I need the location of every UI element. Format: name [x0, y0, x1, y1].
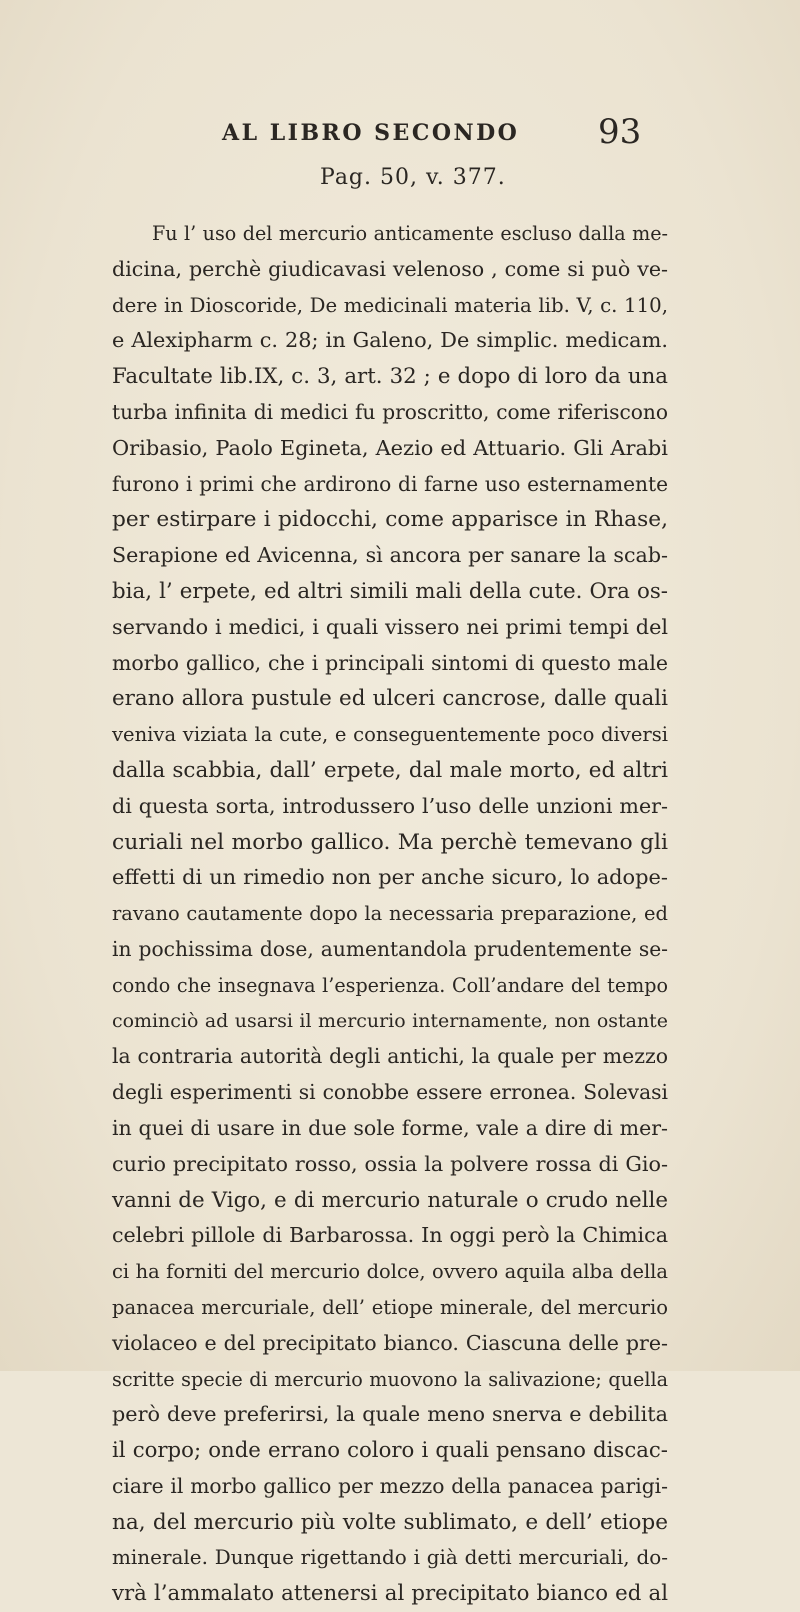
text-line: il corpo; onde errano coloro i quali pensano discac- — [112, 1438, 668, 1464]
section-reference: Pag. 50, v. 377. — [320, 165, 506, 190]
text-line: morbo gallico, che i principali sintomi di questo male — [112, 650, 668, 675]
text-line: celebri pillole di Barbarossa. In oggi però la Chimica — [112, 1223, 668, 1248]
text-line: per estirpare i pidocchi, come apparisce in Rhase, — [112, 507, 668, 533]
text-line: curio precipitato rosso, ossia la polvere rossa di Gio- — [112, 1151, 668, 1176]
text-line: erano allora pustule ed ulceri cancrose, dalle quali — [112, 686, 668, 712]
text-line: la contraria autorità degli antichi, la quale per mezzo — [112, 1044, 668, 1069]
text-line: ci ha forniti del mercurio dolce, ovvero aquila alba della — [112, 1260, 668, 1284]
text-line: vrà l’ammalato attenersi al precipitato bianco ed al — [112, 1581, 668, 1607]
text-line: scritte specie di mercurio muovono la salivazione; quella — [112, 1367, 668, 1391]
text-line: furono i primi che ardirono di farne uso esternamente — [112, 471, 668, 496]
text-line: di questa sorta, introdussero l’uso delle unzioni mer- — [112, 793, 668, 818]
text-line: ciare il morbo gallico per mezzo della panacea parigi- — [112, 1473, 668, 1498]
body-paragraph — [112, 216, 668, 1612]
page-number: 93 — [598, 112, 642, 152]
text-line: ravano cautamente dopo la necessaria preparazione, ed — [112, 902, 668, 926]
text-line: condo che insegnava l’esperienza. Coll’andare del tempo — [112, 973, 668, 997]
text-line: e Alexipharm c. 28; in Galeno, De simplic. medicam. — [112, 328, 668, 353]
text-line: violaceo e del precipitato bianco. Ciascuna delle pre- — [112, 1330, 668, 1355]
text-line: in pochissima dose, aumentandola prudentemente se- — [112, 936, 668, 961]
text-line: panacea mercuriale, dell’ etiope minerale, del mercurio — [112, 1295, 668, 1319]
text-line: turba infinita di medici fu proscritto, come riferiscono — [112, 399, 668, 424]
text-line: Facultate lib.IX, c. 3, art. 32 ; e dopo di loro da una — [112, 364, 668, 390]
text-line: vanni de Vigo, e di mercurio naturale o crudo nelle — [112, 1187, 668, 1213]
text-line: dalla scabbia, dall’ erpete, dal male morto, ed altri — [112, 757, 668, 783]
text-line: servando i medici, i quali vissero nei primi tempi del — [112, 614, 668, 639]
text-line: dicina, perchè giudicavasi velenoso , come si può ve- — [112, 256, 668, 281]
text-line: degli esperimenti si conobbe essere erronea. Solevasi — [112, 1080, 668, 1105]
text-line: in quei di usare in due sole forme, vale a dire di mer- — [112, 1115, 668, 1140]
text-line: curiali nel morbo gallico. Ma perchè temevano gli — [112, 829, 668, 855]
text-line: effetti di un rimedio non per anche sicuro, lo adope- — [112, 865, 668, 890]
text-line: Oribasio, Paolo Egineta, Aezio ed Attuario. Gli Arabi — [112, 435, 668, 460]
text-line: Serapione ed Avicenna, sì ancora per sanare la scab- — [112, 543, 668, 568]
text-line: minerale. Dunque rigettando i già detti mercuriali, do- — [112, 1545, 668, 1570]
text-line: però deve preferirsi, la quale meno snerva e debilita — [112, 1402, 668, 1427]
text-line: Fu l’ uso del mercurio anticamente escluso dalla me- — [152, 222, 668, 245]
text-line: na, del mercurio più volte sublimato, e dell’ etiope — [112, 1509, 668, 1535]
text-line: dere in Dioscoride, De medicinali materia lib. V, c. 110, — [112, 293, 668, 317]
text-line: bia, l’ erpete, ed altri simili mali della cute. Ora os- — [112, 578, 668, 604]
running-title: AL LIBRO SECONDO — [222, 120, 520, 146]
text-line: veniva viziata la cute, e conseguentemente poco diversi — [112, 723, 668, 747]
text-line: cominciò ad usarsi il mercurio internamente, non ostante — [112, 1009, 668, 1032]
running-head — [0, 112, 800, 160]
